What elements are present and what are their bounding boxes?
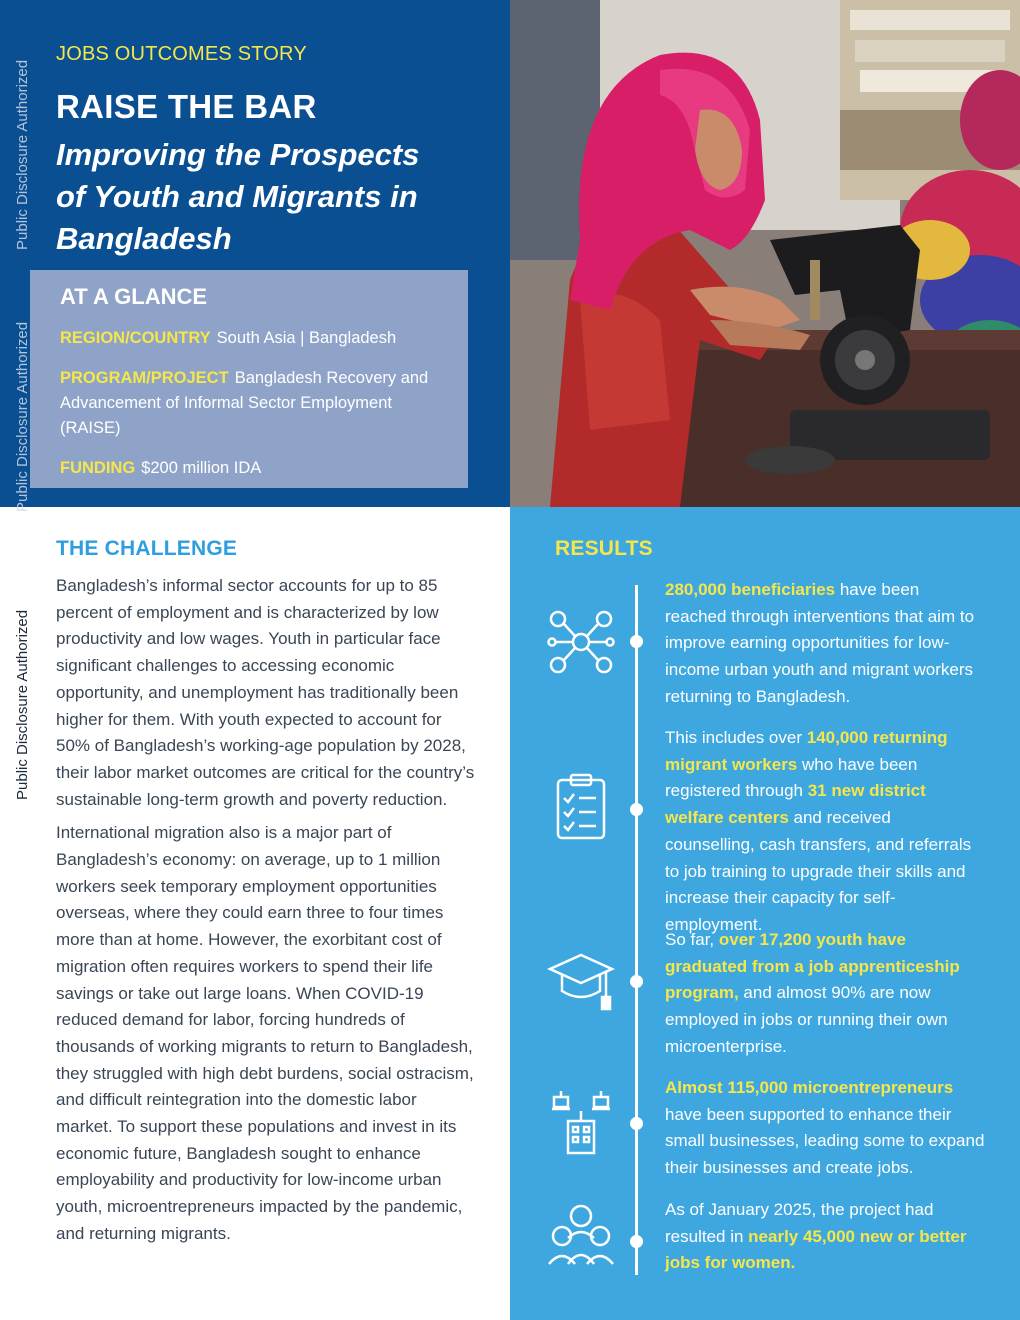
result-item-5 <box>665 1197 985 1277</box>
timeline-dot <box>630 635 643 648</box>
shops-buildings-icon <box>546 1087 616 1157</box>
result-item-1 <box>665 577 985 711</box>
results-heading: RESULTS <box>555 537 653 560</box>
result-item-4 <box>665 1075 985 1182</box>
result-item-2 <box>665 725 985 939</box>
challenge-paragraph-1: Bangladesh’s informal sector accounts for up to 85 percent of employment and is characterized by low productivity and low wages. Youth in particular face significant challenges to accessing economic opportunity, and unemployment has traditionally been higher for them. With youth expected to account for 50% of Bangladesh’s working-age population by 2028, their labor market outcomes are critical for the country’s sustainable long-term growth and poverty reduction. <box>56 576 475 809</box>
result-1-text: have been reached through interventions that aim to improve earning opportunities for low-income urban youth and migrant workers returning to Bangladesh. <box>665 580 975 706</box>
timeline-dot <box>630 1117 643 1130</box>
result-item-3 <box>665 927 985 1061</box>
disclosure-stamp-top: Public Disclosure Authorized <box>14 59 31 250</box>
page-subtitle: Improving the Prospects of Youth and Migrants in Bangladesh <box>56 137 420 256</box>
result-4-text: have been supported to enhance their small businesses, leading some to expand their businesses and create jobs. <box>665 1104 985 1178</box>
challenge-paragraph-2: International migration also is a major part of Bangladesh’s economy: on average, up to 1 million workers seek temporary employment opportunities overseas, where they could earn three to four times more than at home. However, the exorbitant cost of migration often requires workers to spend their life savings or take out large loans. When COVID-19 reduced demand for labor, forcing hundreds of thousands of working migrants to return to Bangladesh, they struggled with high debt burdens, social ostracism, and difficult reintegration into the domestic labor market. To support these populations and invest in its economic future, Bangladesh sought to enhance employability and productivity for low-income urban youth, microentrepreneurs impacted by the pandemic, and returning migrants. <box>56 823 474 1243</box>
results-timeline <box>635 585 638 1275</box>
timeline-dot <box>630 803 643 816</box>
timeline-dot <box>630 1235 643 1248</box>
result-2-highlight-1: 140,000 returning migrant workers <box>665 728 948 774</box>
program-row <box>60 366 454 441</box>
page-title: RAISE THE BAR <box>56 88 317 125</box>
region-label: REGION/COUNTRY <box>60 329 211 347</box>
disclosure-stamp-middle: Public Disclosure Authorized <box>14 321 31 512</box>
program-value: Bangladesh Recovery and Advancement of Informal Sector Employment (RAISE) <box>60 369 429 437</box>
result-5-text-pre: As of January 2025, the project had resulted in <box>665 1200 934 1246</box>
funding-value: $200 million IDA <box>141 459 262 477</box>
result-2-text-mid: who have been registered through <box>665 754 918 801</box>
woman-sewing-photo <box>510 0 1020 507</box>
network-people-icon <box>546 607 616 677</box>
result-2-text-post: and received counselling, cash transfers, and referrals to job training to upgrade their skills and increase their capacity for self-employment. <box>665 808 972 934</box>
funding-row <box>60 456 454 481</box>
funding-label: FUNDING <box>60 459 136 477</box>
challenge-section <box>56 537 476 1255</box>
disclosure-stamp-bottom: Public Disclosure Authorized <box>14 609 31 800</box>
region-value: South Asia | Bangladesh <box>216 329 397 347</box>
program-label: PROGRAM/PROJECT <box>60 369 229 387</box>
challenge-heading: THE CHALLENGE <box>56 537 238 560</box>
at-a-glance-box <box>30 270 468 488</box>
at-a-glance-title: AT A GLANCE <box>60 284 208 309</box>
result-1-highlight: 280,000 beneficiaries <box>665 580 836 599</box>
region-row <box>60 326 454 351</box>
result-5-highlight: nearly 45,000 new or better jobs for women. <box>665 1226 967 1273</box>
header-panel <box>0 0 510 507</box>
result-2-text-pre: This includes over <box>665 728 807 747</box>
timeline-dot <box>630 975 643 988</box>
result-3-text-post: and almost 90% are now employed in jobs or running their own microenterprise. <box>665 983 948 1056</box>
result-3-highlight: over 17,200 youth have graduated from a job apprenticeship program, <box>665 930 960 1003</box>
result-4-highlight: Almost 115,000 microentrepreneurs <box>665 1078 954 1097</box>
women-group-icon <box>546 1200 616 1270</box>
result-3-text-pre: So far, <box>665 930 719 949</box>
clipboard-checklist-icon <box>546 772 616 842</box>
results-section <box>510 507 1020 1320</box>
result-2-highlight-2: 31 new district welfare centers <box>665 781 926 828</box>
graduation-cap-icon <box>546 947 616 1017</box>
story-kicker: JOBS OUTCOMES STORY <box>56 43 307 65</box>
